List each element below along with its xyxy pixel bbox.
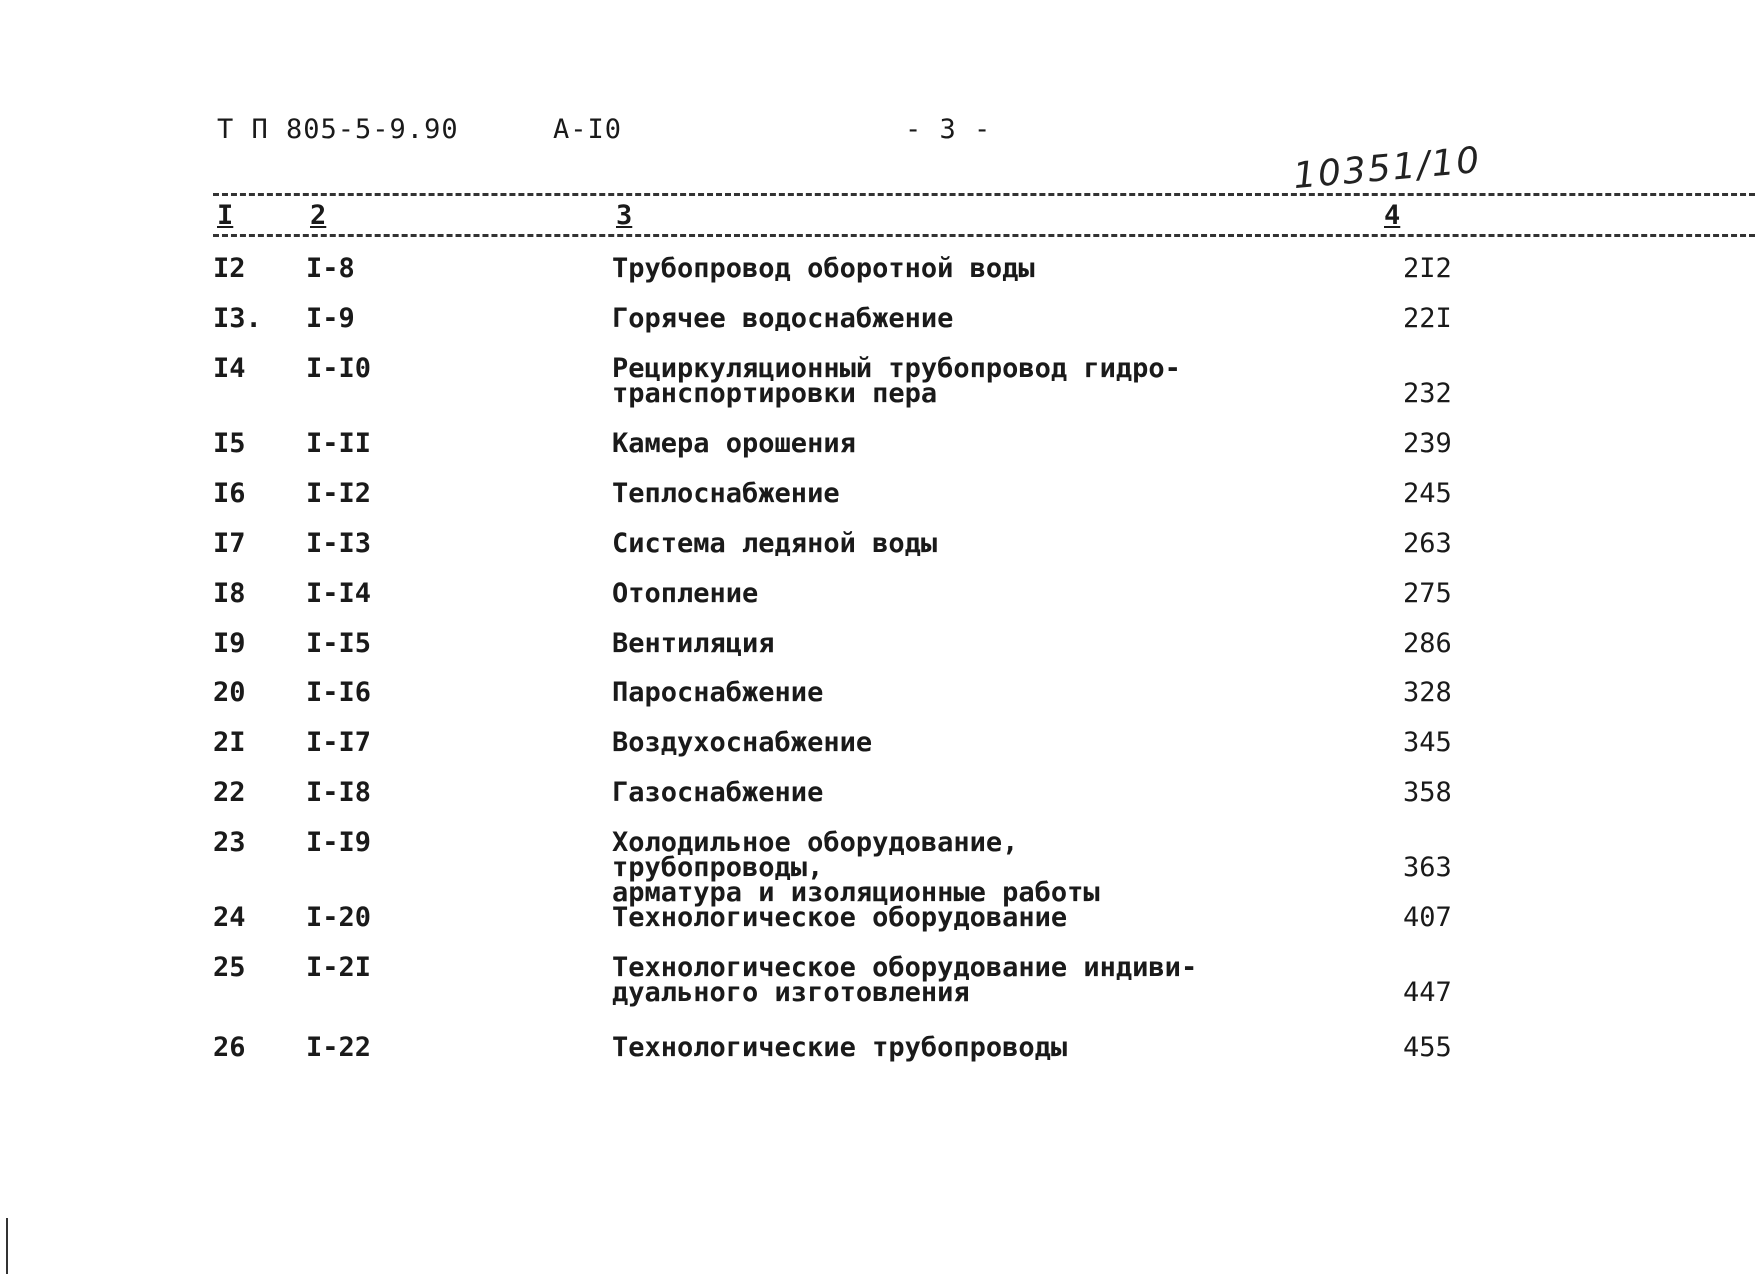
- section-code: I-I8: [306, 777, 372, 808]
- row-number: I6: [213, 478, 246, 509]
- section-title: Технологические трубопроводы: [612, 1032, 1068, 1063]
- page-ref: 455: [1403, 1032, 1452, 1063]
- page-ref: 239: [1403, 428, 1452, 459]
- row-number: 2I: [213, 727, 246, 758]
- section-code: I-8: [306, 253, 355, 284]
- page-ref: 358: [1403, 777, 1452, 808]
- section-code: I-9: [306, 303, 355, 334]
- section-title: Трубопровод оборотной воды: [612, 253, 1035, 284]
- column-header-2: 2: [306, 200, 330, 231]
- section-title: Теплоснабжение: [612, 478, 840, 509]
- page-ref: 407: [1403, 902, 1452, 933]
- column-header-4: 4: [1380, 200, 1404, 231]
- section-title: Технологическое оборудование индиви- дуального изготовления: [612, 952, 1198, 1008]
- section-code: I-I6: [306, 677, 372, 708]
- section-code: I-I0: [306, 353, 372, 384]
- row-number: I7: [213, 528, 246, 559]
- page-ref: 345: [1403, 727, 1452, 758]
- row-number: I3.: [213, 303, 262, 334]
- section-code: I-I2: [306, 478, 372, 509]
- header-divider-bottom: [213, 234, 1755, 237]
- page-ref: 245: [1403, 478, 1452, 509]
- section-title: Воздухоснабжение: [612, 727, 873, 758]
- section-code: I-22: [306, 1032, 372, 1063]
- row-number: 26: [213, 1032, 246, 1063]
- doc-code: Т П 805-5-9.90: [217, 114, 459, 145]
- row-number: I5: [213, 428, 246, 459]
- page-ref: 447: [1403, 977, 1452, 1008]
- handwritten-number: 10351/10: [1291, 139, 1483, 198]
- section-title: Газоснабжение: [612, 777, 824, 808]
- section-title: Пароснабжение: [612, 677, 824, 708]
- section-title: Холодильное оборудование, трубопроводы, арматура и изоляционные работы: [612, 827, 1100, 908]
- scan-edge-mark: [6, 1218, 8, 1274]
- page-ref: 286: [1403, 628, 1452, 659]
- section-code: I-I9: [306, 827, 372, 858]
- section-code: I-2I: [306, 952, 372, 983]
- section-title: Система ледяной воды: [612, 528, 938, 559]
- section-title: Технологическое оборудование: [612, 902, 1068, 933]
- page-ref: 328: [1403, 677, 1452, 708]
- section-title: Горячее водоснабжение: [612, 303, 954, 334]
- section-code: I-I3: [306, 528, 372, 559]
- page-ref: 232: [1403, 378, 1452, 409]
- row-number: 24: [213, 902, 246, 933]
- page-ref: 263: [1403, 528, 1452, 559]
- page-ref: 275: [1403, 578, 1452, 609]
- row-number: I4: [213, 353, 246, 384]
- row-number: 23: [213, 827, 246, 858]
- section-title: Отопление: [612, 578, 759, 609]
- row-number: I8: [213, 578, 246, 609]
- row-number: I2: [213, 253, 246, 284]
- section-code: I-II: [306, 428, 372, 459]
- row-number: 25: [213, 952, 246, 983]
- section-code: I-20: [306, 902, 372, 933]
- column-header-1: I: [213, 200, 237, 231]
- page-ref: 363: [1403, 852, 1452, 883]
- page-ref: 22I: [1403, 303, 1452, 334]
- row-number: 20: [213, 677, 246, 708]
- row-number: I9: [213, 628, 246, 659]
- section-title: Рециркуляционный трубопровод гидро- транспортировки пера: [612, 353, 1181, 409]
- section-title: Камера орошения: [612, 428, 856, 459]
- page-ref: 2I2: [1403, 253, 1452, 284]
- album-code: А-I0: [553, 114, 623, 145]
- section-code: I-I5: [306, 628, 372, 659]
- row-number: 22: [213, 777, 246, 808]
- section-title: Вентиляция: [612, 628, 775, 659]
- column-header-3: 3: [612, 200, 636, 231]
- section-code: I-I4: [306, 578, 372, 609]
- header-divider-top: [213, 193, 1755, 196]
- section-code: I-I7: [306, 727, 372, 758]
- page-number: - 3 -: [905, 114, 992, 145]
